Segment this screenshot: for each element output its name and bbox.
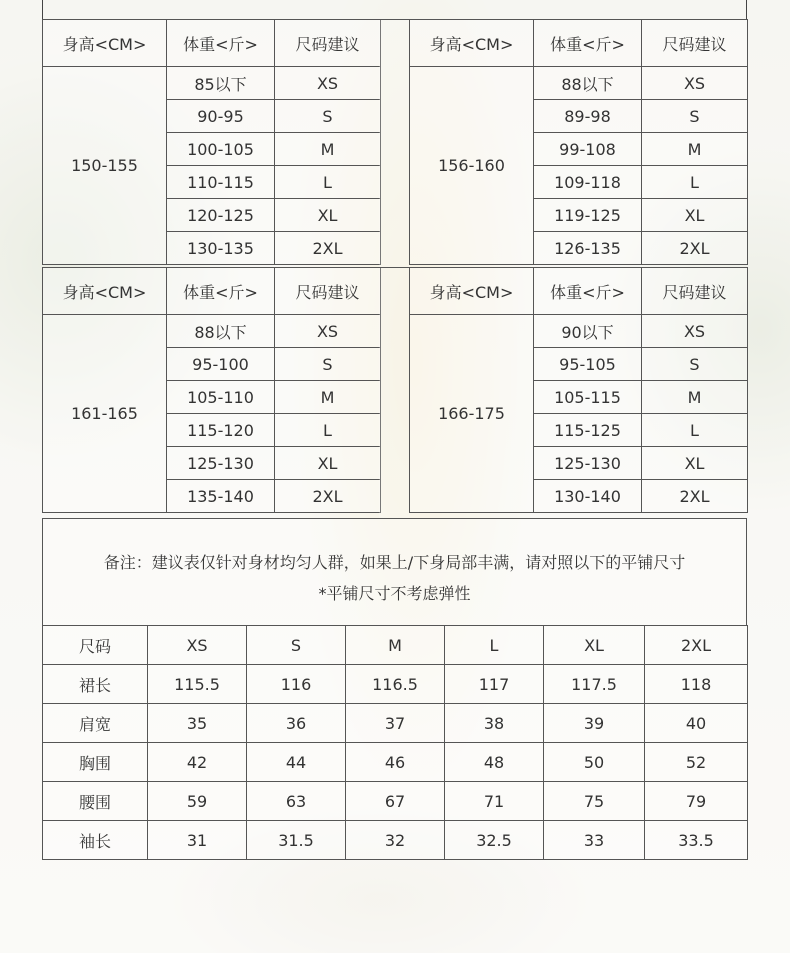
header-height: 身高<CM>: [43, 268, 167, 315]
size-cell: XL: [275, 199, 381, 232]
size-cell: XL: [275, 447, 381, 480]
value-cell: 117.5: [544, 665, 645, 704]
value-cell: 31.5: [247, 821, 346, 860]
weight-cell: 105-110: [167, 381, 275, 414]
value-cell: 71: [445, 782, 544, 821]
size-cell: M: [275, 381, 381, 414]
row-label: 胸围: [43, 743, 148, 782]
size-table-161-165: [42, 267, 381, 513]
column-header: 尺码: [43, 626, 148, 665]
value-cell: 63: [247, 782, 346, 821]
size-cell: 2XL: [275, 480, 381, 513]
value-cell: 32.5: [445, 821, 544, 860]
weight-cell: 85以下: [167, 67, 275, 100]
size-cell: 2XL: [642, 480, 748, 513]
weight-cell: 125-130: [167, 447, 275, 480]
value-cell: 59: [148, 782, 247, 821]
table-row: [43, 743, 748, 782]
weight-cell: 115-125: [534, 414, 642, 447]
row-label: 裙长: [43, 665, 148, 704]
weight-cell: 125-130: [534, 447, 642, 480]
size-cell: XS: [275, 315, 381, 348]
size-cell: 2XL: [275, 232, 381, 265]
value-cell: 116.5: [346, 665, 445, 704]
header-size: 尺码建议: [642, 20, 748, 67]
table-row: [43, 704, 748, 743]
weight-cell: 119-125: [534, 199, 642, 232]
column-header: S: [247, 626, 346, 665]
note-line-1: 备注：建议表仅针对身材均匀人群，如果上/下身局部丰满，请对照以下的平铺尺寸: [103, 553, 686, 572]
weight-cell: 95-105: [534, 348, 642, 381]
column-header: XL: [544, 626, 645, 665]
flat-measurement-table: [42, 625, 748, 860]
value-cell: 36: [247, 704, 346, 743]
weight-cell: 115-120: [167, 414, 275, 447]
size-cell: M: [642, 133, 748, 166]
row-label: 肩宽: [43, 704, 148, 743]
value-cell: 32: [346, 821, 445, 860]
table-row: [43, 665, 748, 704]
size-table-166-175: [409, 267, 748, 513]
value-cell: 67: [346, 782, 445, 821]
value-cell: 40: [645, 704, 748, 743]
table-row: [43, 821, 748, 860]
size-cell: XL: [642, 199, 748, 232]
height-range-cell: 150-155: [43, 67, 167, 265]
size-cell: XL: [642, 447, 748, 480]
height-range-cell: 161-165: [43, 315, 167, 513]
size-cell: M: [642, 381, 748, 414]
height-range-cell: 166-175: [410, 315, 534, 513]
size-cell: S: [275, 100, 381, 133]
value-cell: 38: [445, 704, 544, 743]
value-cell: 52: [645, 743, 748, 782]
size-cell: S: [642, 348, 748, 381]
note-line-2: *平铺尺寸不考虑弹性: [318, 584, 471, 603]
weight-cell: 88以下: [167, 315, 275, 348]
row-label: 腰围: [43, 782, 148, 821]
value-cell: 79: [645, 782, 748, 821]
weight-cell: 126-135: [534, 232, 642, 265]
value-cell: 44: [247, 743, 346, 782]
table-gap-bottom: [379, 267, 410, 519]
size-table-156-160: [409, 19, 748, 265]
size-cell: XS: [275, 67, 381, 100]
size-cell: L: [642, 166, 748, 199]
value-cell: 117: [445, 665, 544, 704]
weight-cell: 130-140: [534, 480, 642, 513]
size-cell: L: [275, 414, 381, 447]
value-cell: 116: [247, 665, 346, 704]
weight-cell: 99-108: [534, 133, 642, 166]
header-weight: 体重<斤>: [167, 268, 275, 315]
header-height: 身高<CM>: [410, 20, 534, 67]
table-frame-top: [42, 0, 747, 19]
size-table-150-155: [42, 19, 381, 265]
header-height: 身高<CM>: [410, 268, 534, 315]
weight-cell: 120-125: [167, 199, 275, 232]
size-cell: XS: [642, 67, 748, 100]
header-weight: 体重<斤>: [534, 20, 642, 67]
header-size: 尺码建议: [275, 20, 381, 67]
column-header: 2XL: [645, 626, 748, 665]
weight-cell: 90-95: [167, 100, 275, 133]
weight-cell: 109-118: [534, 166, 642, 199]
value-cell: 33: [544, 821, 645, 860]
header-weight: 体重<斤>: [534, 268, 642, 315]
header-height: 身高<CM>: [43, 20, 167, 67]
size-cell: L: [642, 414, 748, 447]
value-cell: 48: [445, 743, 544, 782]
size-cell: S: [275, 348, 381, 381]
size-cell: M: [275, 133, 381, 166]
weight-cell: 105-115: [534, 381, 642, 414]
weight-cell: 110-115: [167, 166, 275, 199]
size-cell: S: [642, 100, 748, 133]
weight-cell: 89-98: [534, 100, 642, 133]
weight-cell: 130-135: [167, 232, 275, 265]
value-cell: 75: [544, 782, 645, 821]
measure-header-row: [43, 626, 748, 665]
weight-cell: 135-140: [167, 480, 275, 513]
weight-cell: 90以下: [534, 315, 642, 348]
column-header: XS: [148, 626, 247, 665]
value-cell: 33.5: [645, 821, 748, 860]
table-row: [43, 782, 748, 821]
value-cell: 37: [346, 704, 445, 743]
table-gap-top: [379, 19, 410, 268]
size-cell: L: [275, 166, 381, 199]
column-header: M: [346, 626, 445, 665]
size-note: [42, 518, 747, 626]
value-cell: 50: [544, 743, 645, 782]
value-cell: 35: [148, 704, 247, 743]
value-cell: 31: [148, 821, 247, 860]
value-cell: 46: [346, 743, 445, 782]
weight-cell: 88以下: [534, 67, 642, 100]
value-cell: 115.5: [148, 665, 247, 704]
header-size: 尺码建议: [275, 268, 381, 315]
size-cell: 2XL: [642, 232, 748, 265]
header-weight: 体重<斤>: [167, 20, 275, 67]
row-label: 袖长: [43, 821, 148, 860]
height-range-cell: 156-160: [410, 67, 534, 265]
column-header: L: [445, 626, 544, 665]
weight-cell: 100-105: [167, 133, 275, 166]
size-cell: XS: [642, 315, 748, 348]
header-size: 尺码建议: [642, 268, 748, 315]
value-cell: 118: [645, 665, 748, 704]
value-cell: 39: [544, 704, 645, 743]
weight-cell: 95-100: [167, 348, 275, 381]
value-cell: 42: [148, 743, 247, 782]
